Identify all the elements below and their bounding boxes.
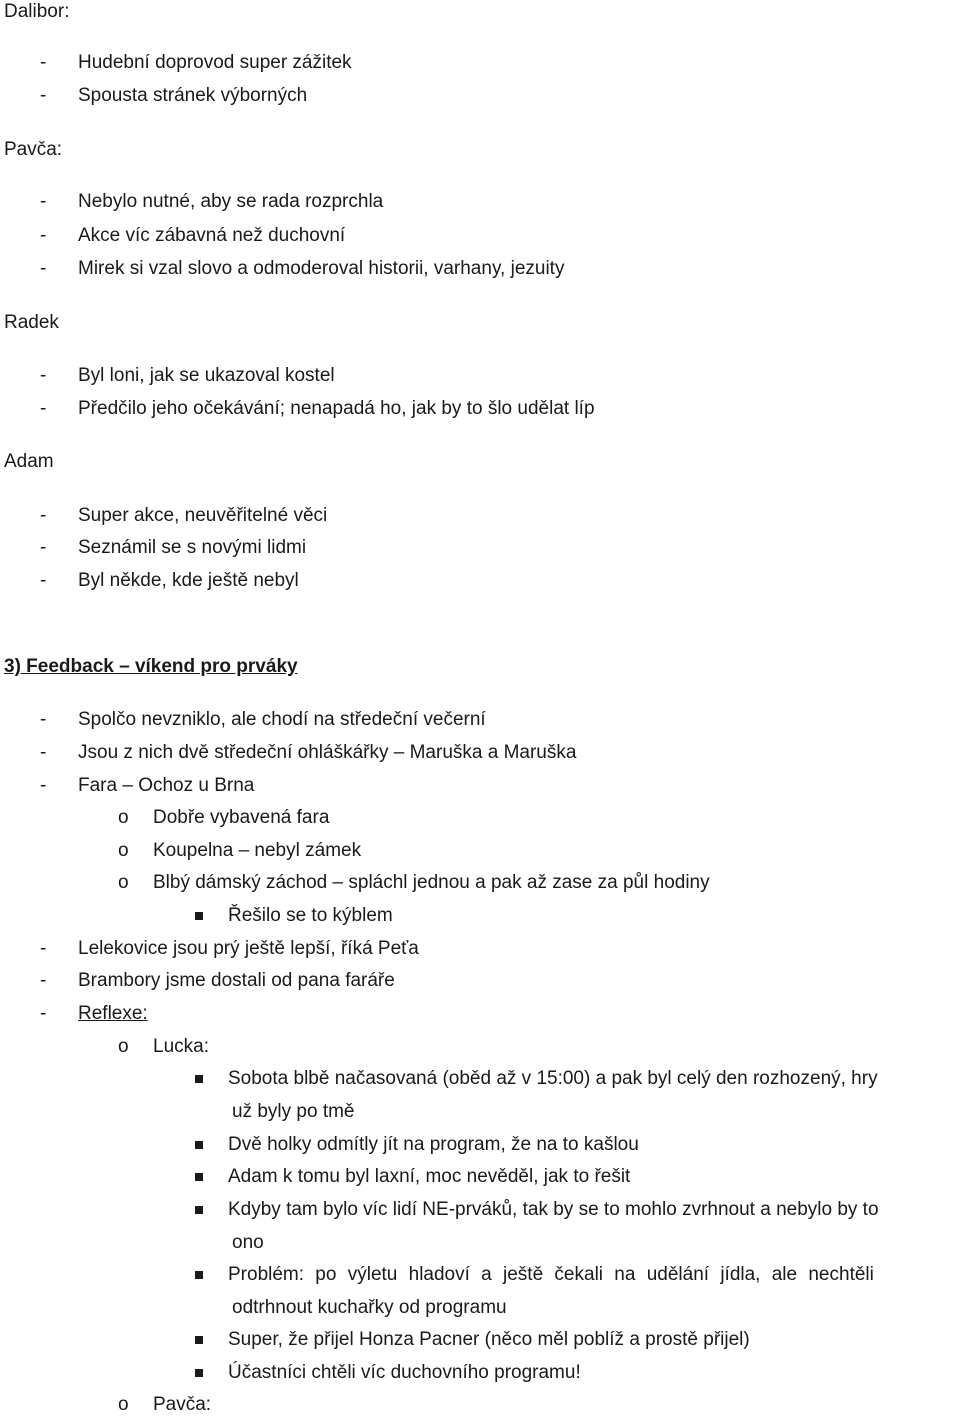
square-bullet-icon	[195, 1336, 203, 1344]
square-bullet-icon	[195, 1173, 203, 1181]
square-bullet-icon	[195, 1369, 203, 1377]
square-bullet-icon	[195, 1141, 203, 1149]
square-bullet-icon	[195, 912, 203, 920]
square-bullet-icon	[195, 1206, 203, 1214]
square-bullet-icon	[195, 1271, 203, 1279]
sub-sub-list-item: Sobota blbě načasovaná (oběd až v 15:00) a pak byl celý den rozhozený, hry	[0, 1067, 960, 1091]
square-bullet-icon	[195, 1075, 203, 1083]
